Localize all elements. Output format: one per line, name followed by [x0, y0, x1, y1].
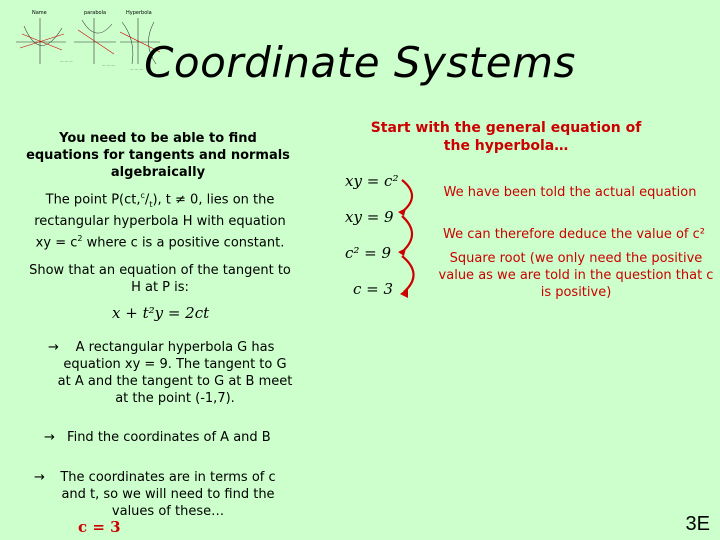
point-text-1: The point P(ct,	[45, 192, 141, 208]
slide-number: 3E	[685, 513, 710, 535]
note-3: Square root (we only need the positive value as we are told in the question that c is positive)	[438, 251, 714, 300]
result-value: c = 3	[78, 518, 121, 536]
tangent-equation: x + t²y = 2ct	[112, 304, 210, 322]
svg-text:— — —: — — —	[102, 63, 115, 67]
bullet-item-3	[36, 469, 286, 520]
bullet-text-3: The coordinates are in terms of c and t, so we will need to find the values of these…	[60, 470, 276, 519]
arrow-icon: →	[34, 470, 45, 485]
equation-3: c² = 9	[345, 244, 392, 262]
equation-2: xy = 9	[345, 208, 394, 226]
point-description: The point $P(ct,^c/_t)$, t ≠ 0, lies on the rectangular hyperbola H with equation xy = $c^2$ where c is a positive constant.	[34, 191, 286, 251]
point-text-2: ), t ≠ 0, lies on the rectangular hyperbola H with equation xy = c	[34, 192, 286, 251]
svg-text:— — —: — — —	[130, 67, 143, 71]
thumb-label-3: Hyperbola	[126, 10, 152, 16]
point-t: t	[149, 199, 153, 209]
bullet-item-1	[50, 339, 294, 407]
step-arrows	[396, 172, 436, 302]
equation-1: xy = c²	[345, 172, 399, 190]
thumb-label-2: parabola	[84, 10, 107, 16]
show-that-text: Show that an equation of the tangent to H at P is:	[29, 263, 291, 295]
bullet-item-2	[44, 429, 284, 446]
svg-text:— — —: — — —	[60, 59, 73, 63]
note-2: We can therefore deduce the value of c²	[443, 227, 705, 242]
equation-4: c = 3	[353, 280, 394, 298]
arrow-icon: →	[48, 340, 59, 355]
arrow-icon: →	[44, 430, 55, 445]
point-text-3: where c is a positive constant.	[82, 235, 285, 251]
thumb-label-1: Name	[32, 10, 47, 16]
bullet-text-2: Find the coordinates of A and B	[67, 430, 271, 445]
note-1: We have been told the actual equation	[443, 185, 697, 200]
point-c: c	[140, 191, 145, 200]
right-heading: Start with the general equation of the hyperbola…	[370, 120, 642, 154]
page-title: Coordinate Systems	[144, 38, 576, 87]
bullet-text-1: A rectangular hyperbola G has equation xy = 9. The tangent to G at A and the tangent to G at B meet at the point (-1,7).	[57, 340, 293, 406]
left-heading: You need to be able to find equations for tangents and normals algebraically	[26, 131, 290, 180]
point-sup: 2	[77, 233, 83, 243]
